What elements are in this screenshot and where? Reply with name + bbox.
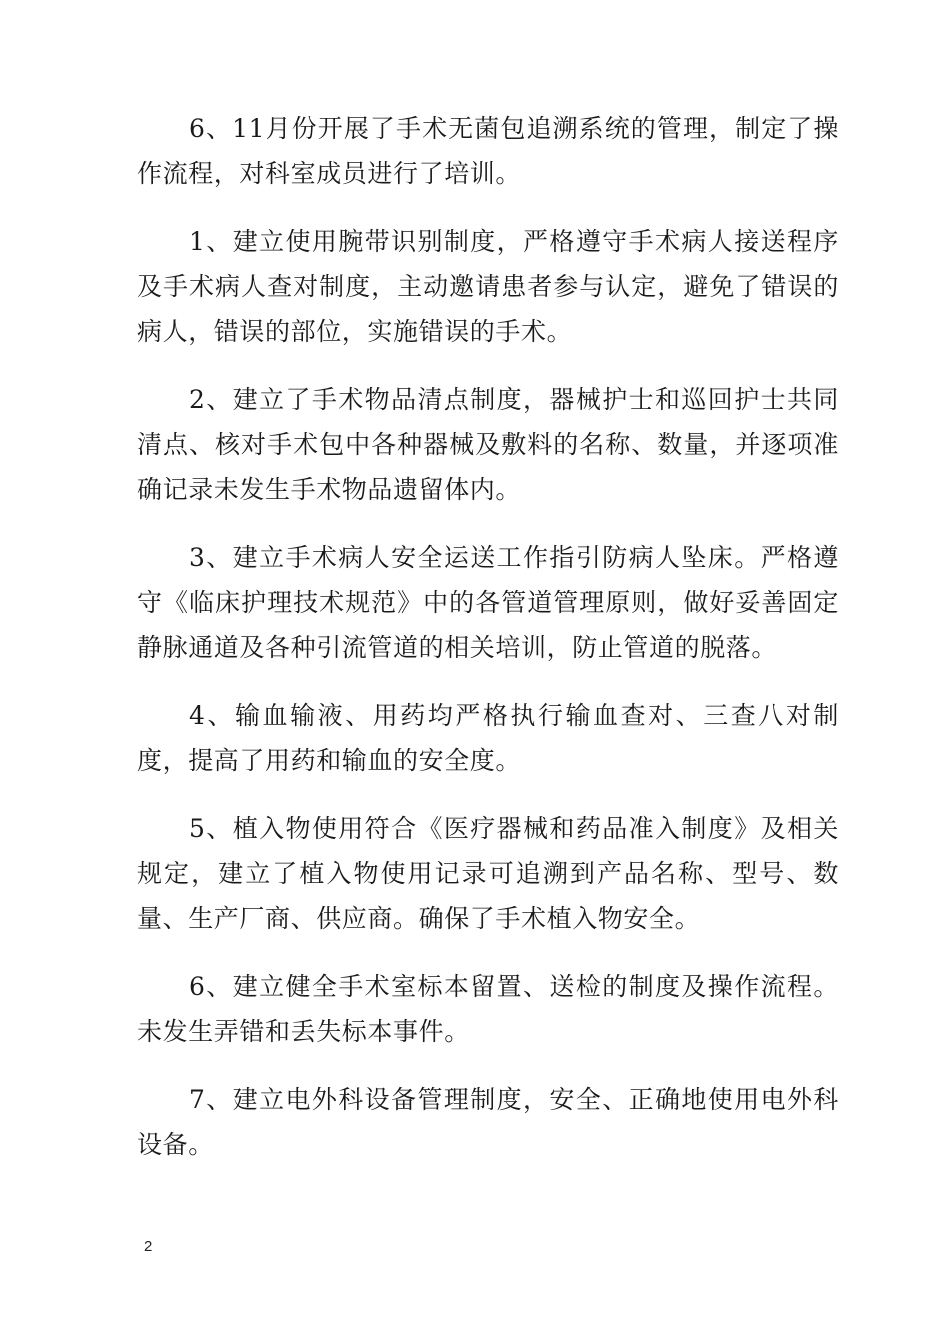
paragraph-2: 1、建立使用腕带识别制度，严格遵守手术病人接送程序及手术病人查对制度，主动邀请患者参与认定，避免了错误的病人，错误的部位，实施错误的手术。	[137, 227, 839, 346]
paragraph-3: 2、建立了手术物品清点制度，器械护士和巡回护士共同清点、核对手术包中各种器械及敷料的名称、数量，并逐项准确记录未发生手术物品遗留体内。	[137, 385, 839, 504]
paragraph-5: 4、输血输液、用药均严格执行输血查对、三查八对制度，提高了用药和输血的安全度。	[137, 701, 839, 775]
paragraph-1: 6、11月份开展了手术无菌包追溯系统的管理，制定了操作流程，对科室成员进行了培训。	[137, 114, 839, 188]
page-number: 2	[144, 1238, 153, 1255]
document-body	[137, 106, 839, 1190]
paragraph-4: 3、建立手术病人安全运送工作指引防病人坠床。严格遵守《临床护理技术规范》中的各管道管理原则，做好妥善固定静脉通道及各种引流管道的相关培训，防止管道的脱落。	[137, 543, 839, 662]
paragraph-8: 7、建立电外科设备管理制度，安全、正确地使用电外科设备。	[137, 1085, 839, 1159]
paragraph-7: 6、建立健全手术室标本留置、送检的制度及操作流程。未发生弄错和丢失标本事件。	[137, 972, 839, 1046]
paragraph-6: 5、植入物使用符合《医疗器械和药品准入制度》及相关规定，建立了植入物使用记录可追溯到产品名称、型号、数量、生产厂商、供应商。确保了手术植入物安全。	[137, 814, 839, 933]
